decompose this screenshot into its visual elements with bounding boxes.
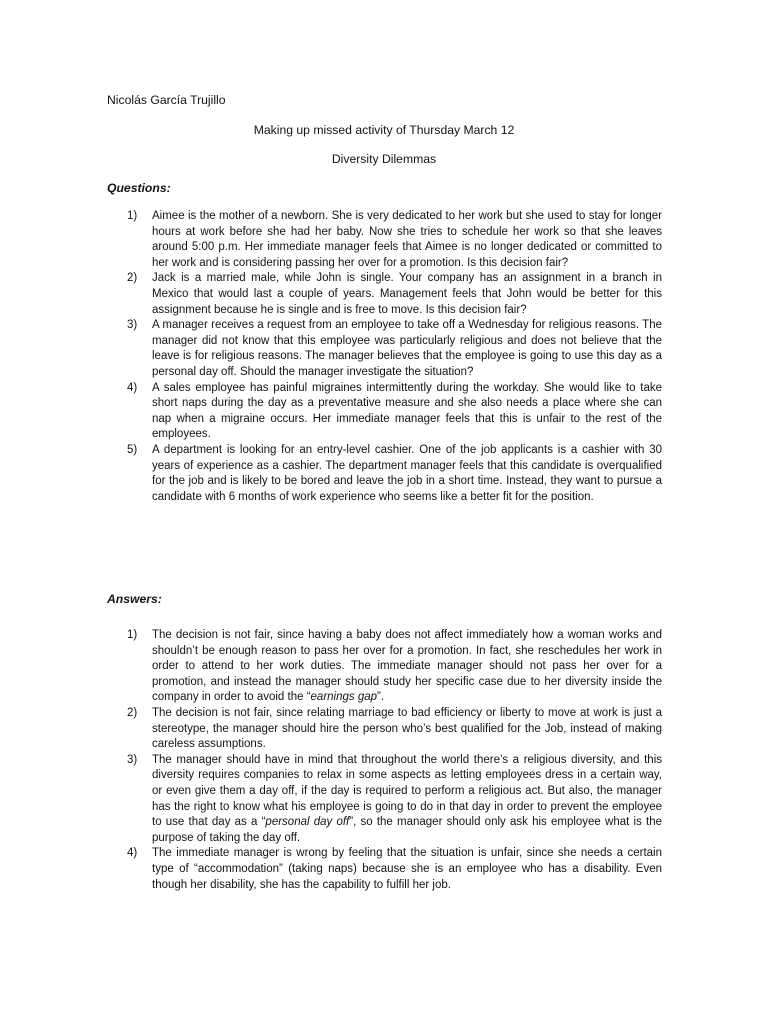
answer-number: 4) (127, 847, 138, 860)
answer-text-part: The immediate manager is wrong by feeling that the situation is unfair, since she needs a certain type of “accommodation” (taking naps) because she is an employee who has a disability. Even though her disability, she has the capability to fulfill her job. (152, 847, 662, 891)
answer-text (152, 628, 662, 706)
answers-list (107, 628, 662, 893)
question-number: 2) (127, 272, 138, 285)
question-item (107, 381, 662, 443)
question-item (107, 209, 662, 271)
question-item (107, 318, 662, 380)
question-number: 1) (127, 210, 138, 222)
questions-heading: Questions: (107, 181, 171, 195)
answer-number: 3) (127, 753, 138, 766)
answer-text (152, 706, 662, 753)
document-subtitle: Diversity Dilemmas (331, 152, 437, 166)
answer-number: 2) (127, 706, 138, 719)
question-number: 3) (127, 319, 138, 332)
answer-text (152, 846, 662, 893)
answer-text-part: The decision is not fair, since having a baby does not affect immediately how a woman works and shouldn’t be enough reason to pass her over for a promotion. In fact, she reschedules her work in order to attend to her work duties. The immediate manager should not pass her over for a promotion, and instead the manager should study her specific case due to her diversity inside the company in order to avoid the “ (152, 629, 662, 704)
answers-heading: Answers: (107, 592, 162, 606)
answer-item (107, 846, 662, 893)
question-text: A manager receives a request from an employee to take off a Wednesday for religious reasons. The manager did not know that this employee was particularly religious and does not believe that the leave is for religious reasons. The manager believes that the employee is going to use this day as a personal day off. Should the manager investigate the situation? (152, 319, 662, 378)
answer-emphasis: personal day off (265, 816, 350, 829)
answer-item (107, 706, 662, 753)
document-title: Making up missed activity of Thursday March 12 (253, 123, 515, 137)
answer-emphasis: earnings gap (310, 691, 378, 704)
question-text: Jack is a married male, while John is single. Your company has an assignment in a branch in Mexico that would last a couple of years. Management feels that John would be better for this assignment because he is single and is free to move. Is this decision fair? (152, 272, 662, 316)
answer-text-part: The manager should have in mind that throughout the world there’s a religious diversity, and this diversity requires companies to relax in some aspects as letting employees dress in a certain way, or even give them a day off, if the day is required to perform a religious act. But also, the manager has the right to know what his employee is going to do in that day in order to prevent the employee to use that day as a “ (152, 753, 662, 829)
answer-number: 1) (127, 629, 138, 641)
answer-text-part: ”. (377, 691, 385, 704)
answer-text-part: The decision is not fair, since relating marriage to bad efficiency or liberty to move at work is just a stereotype, the manager should hire the person who’s best qualified for the Job, instead of making careless assumptions. (152, 706, 662, 751)
question-text: Aimee is the mother of a newborn. She is very dedicated to her work but she used to stay for longer hours at work before she had her baby. Now she tries to schedule her work so that she leaves around 5:00 p.m. Her immediate manager feels that Aimee is no longer dedicated or committed to her work and is considering passing her over for a promotion. Is this decision fair? (152, 210, 662, 269)
question-text: A sales employee has painful migraines intermittently during the workday. She would like to take short naps during the day as a preventative measure and she also needs a place where she can nap when a migraine occurs. Her immediate manager feels that this is unfair to the rest of the employees. (152, 381, 662, 441)
question-text: A department is looking for an entry-level cashier. One of the job applicants is a cashier with 30 years of experience as a cashier. The department manager feels that this candidate is overqualified for the job and is likely to be bored and leave the job in a short time. Instead, they want to pursue a candidate with 6 months of work experience who seems like a better fit for the position. (152, 443, 662, 503)
answer-item (107, 628, 662, 706)
question-item (107, 271, 662, 318)
question-number: 4) (127, 381, 138, 394)
answer-text-part: ”, so the manager should only ask his employee what is the purpose of taking the day off. (152, 816, 663, 844)
answer-text (152, 753, 662, 847)
question-number: 5) (127, 443, 138, 456)
question-item (107, 443, 662, 505)
questions-list (107, 209, 662, 505)
answer-item (107, 753, 662, 847)
author-name: Nicolás García Trujillo (107, 93, 226, 107)
